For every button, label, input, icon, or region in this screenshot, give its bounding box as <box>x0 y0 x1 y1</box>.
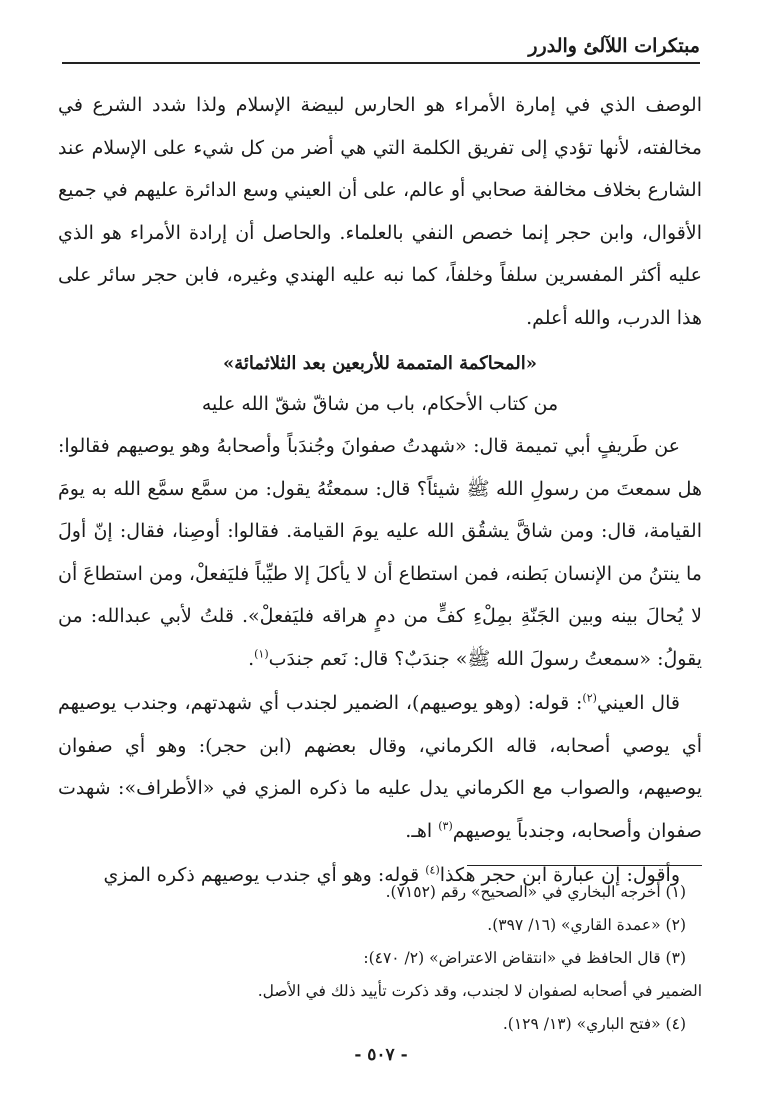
running-header <box>62 30 700 64</box>
aini-end: اهـ. <box>405 819 439 842</box>
book-title: مبتكرات اللآلئ والدرر <box>528 35 700 57</box>
footnote-ref-1[interactable]: (١) <box>254 647 269 661</box>
footnote-ref-4[interactable]: (٤) <box>425 863 440 877</box>
closing-text: قوله: وهو أي جندب يوصيهم ذكره المزي <box>103 864 426 886</box>
hadith-paragraph: عن طَريفٍ أبي تميمة قال: «شهدتُ صفوانَ وجُندَباً وأصحابهُ وهو يوصيهم فقالوا: هل سمعتَ من رسولِ الله ﷺ شيئاً؟ قال: سمعتُهُ يقول: من سمَّع سمَّع الله به يومَ القيامة، قال: ومن شاقَّ يشقُق الله عليه يومَ القيامة. فقالوا: أوصِنا، فقال: إنّ أولَ ما ينتنُ من الإنسان بَطنه، فمن استطاع أن لا يأكلَ إلا طيِّباً فليَفعلْ، ومن استطاعَ أن لا يُحالَ بينه وبين الجَنّةِ بمِلْءِ كفٍّ من دمٍ هراقه فليَفعلْ». قلتُ لأبي عبدالله: من يقولُ: «سمعتُ رسولَ الله ﷺ» جندَبٌ؟ قال: نَعم جندَب$^{(١)}$. <box>58 435 702 670</box>
footnote-item: (١) أخرجه البخاري في «الصحيح» رقم (٧١٥٢). <box>385 883 686 901</box>
paragraph-intro: الوصف الذي في إمارة الأمراء هو الحارس لبيضة الإسلام ولذا شدد الشرع في مخالفته، لأنها تؤدي إلى تفريق الكلمة التي هي أضر من كل شيء على الإسلام عند الشارع بخلاف مخالفة صحابي أو عالم، على أن العيني وسع الدائرة عليهم في جميع الأقوال، وابن حجر إنما خصص النفي بالعلماء. والحاصل أن إرادة الأمراء هو الذي عليه أكثر المفسرين سلفاً وخلفاً، كما نبه عليه الهندي وغيره، فابن حجر سائر على هذا الدرب، والله أعلم. <box>58 94 702 329</box>
footnotes-list <box>62 876 702 1041</box>
page-number: - ٥٠٧ - <box>354 1045 408 1065</box>
chapter-title: من كتاب الأحكام، باب من شاقّ شقّ الله عليه <box>201 393 559 415</box>
closing-lead: وأقول: إن عبارة ابن حجر هكذا <box>439 864 680 886</box>
hadith-text: عن طَريفٍ أبي تميمة قال: «شهدتُ صفوانَ وجُندَباً وأصحابهُ وهو يوصيهم فقالوا: هل سمعتَ من رسولِ الله ﷺ شيئاً؟ قال: سمعتُهُ يقول: من سمَّع سمَّع الله به يومَ القيامة، قال: ومن شاقَّ يشقُق الله عليه يومَ القيامة. فقالوا: أوصِنا، فقال: إنّ أولَ ما ينتنُ من الإنسان بَطنه، فمن استطاع أن لا يأكلَ إلا طيِّباً فليَفعلْ، ومن استطاعَ أن لا يُحالَ بينه وبين الجَنّةِ بمِلْءِ كفٍّ من دمٍ هراقه فليَفعلْ». قلتُ لأبي عبدالله: من يقولُ: «سمعتُ رسولَ الله ﷺ» جندَبٌ؟ قال: نَعم جندَب <box>58 435 702 670</box>
footnote-continuation: الضمير في أصحابه لصفوان لا لجندب، وقد ذكرت تأييد ذلك في الأصل. <box>257 982 702 1000</box>
footnote-separator <box>467 865 702 866</box>
footnote-item: (٣) قال الحافظ في «انتقاض الاعتراض» (٢/ ٤٧٠): <box>363 949 686 967</box>
section-heading: «المحاكمة المتممة للأربعين بعد الثلاثمائة» <box>222 353 538 374</box>
aini-lead: قال العيني <box>596 692 680 714</box>
main-text <box>58 84 702 897</box>
footnote-ref-2[interactable]: (٢) <box>582 691 597 705</box>
footnote-item: (٤) «فتح الباري» (١٣/ ١٢٩). <box>502 1015 686 1033</box>
footnote-ref-3[interactable]: (٣) <box>438 819 453 833</box>
aini-paragraph <box>58 682 702 852</box>
footnote-item: (٢) «عمدة القاري» (١٦/ ٣٩٧). <box>487 916 686 934</box>
aini-text: : قوله: (وهو يوصيهم)، الضمير لجندب أي شهدتهم، وجندب يوصيهم أي يوصي أصحابه، قاله الكرماني، وقال بعضهم (ابن حجر): وهو أي صفوان يوصيهم، والصواب مع الكرماني يدل عليه ما ذكره المزي في «الأطراف»: شهدت صفوان وأصحابه، وجندباً يوصيهم <box>58 692 702 842</box>
